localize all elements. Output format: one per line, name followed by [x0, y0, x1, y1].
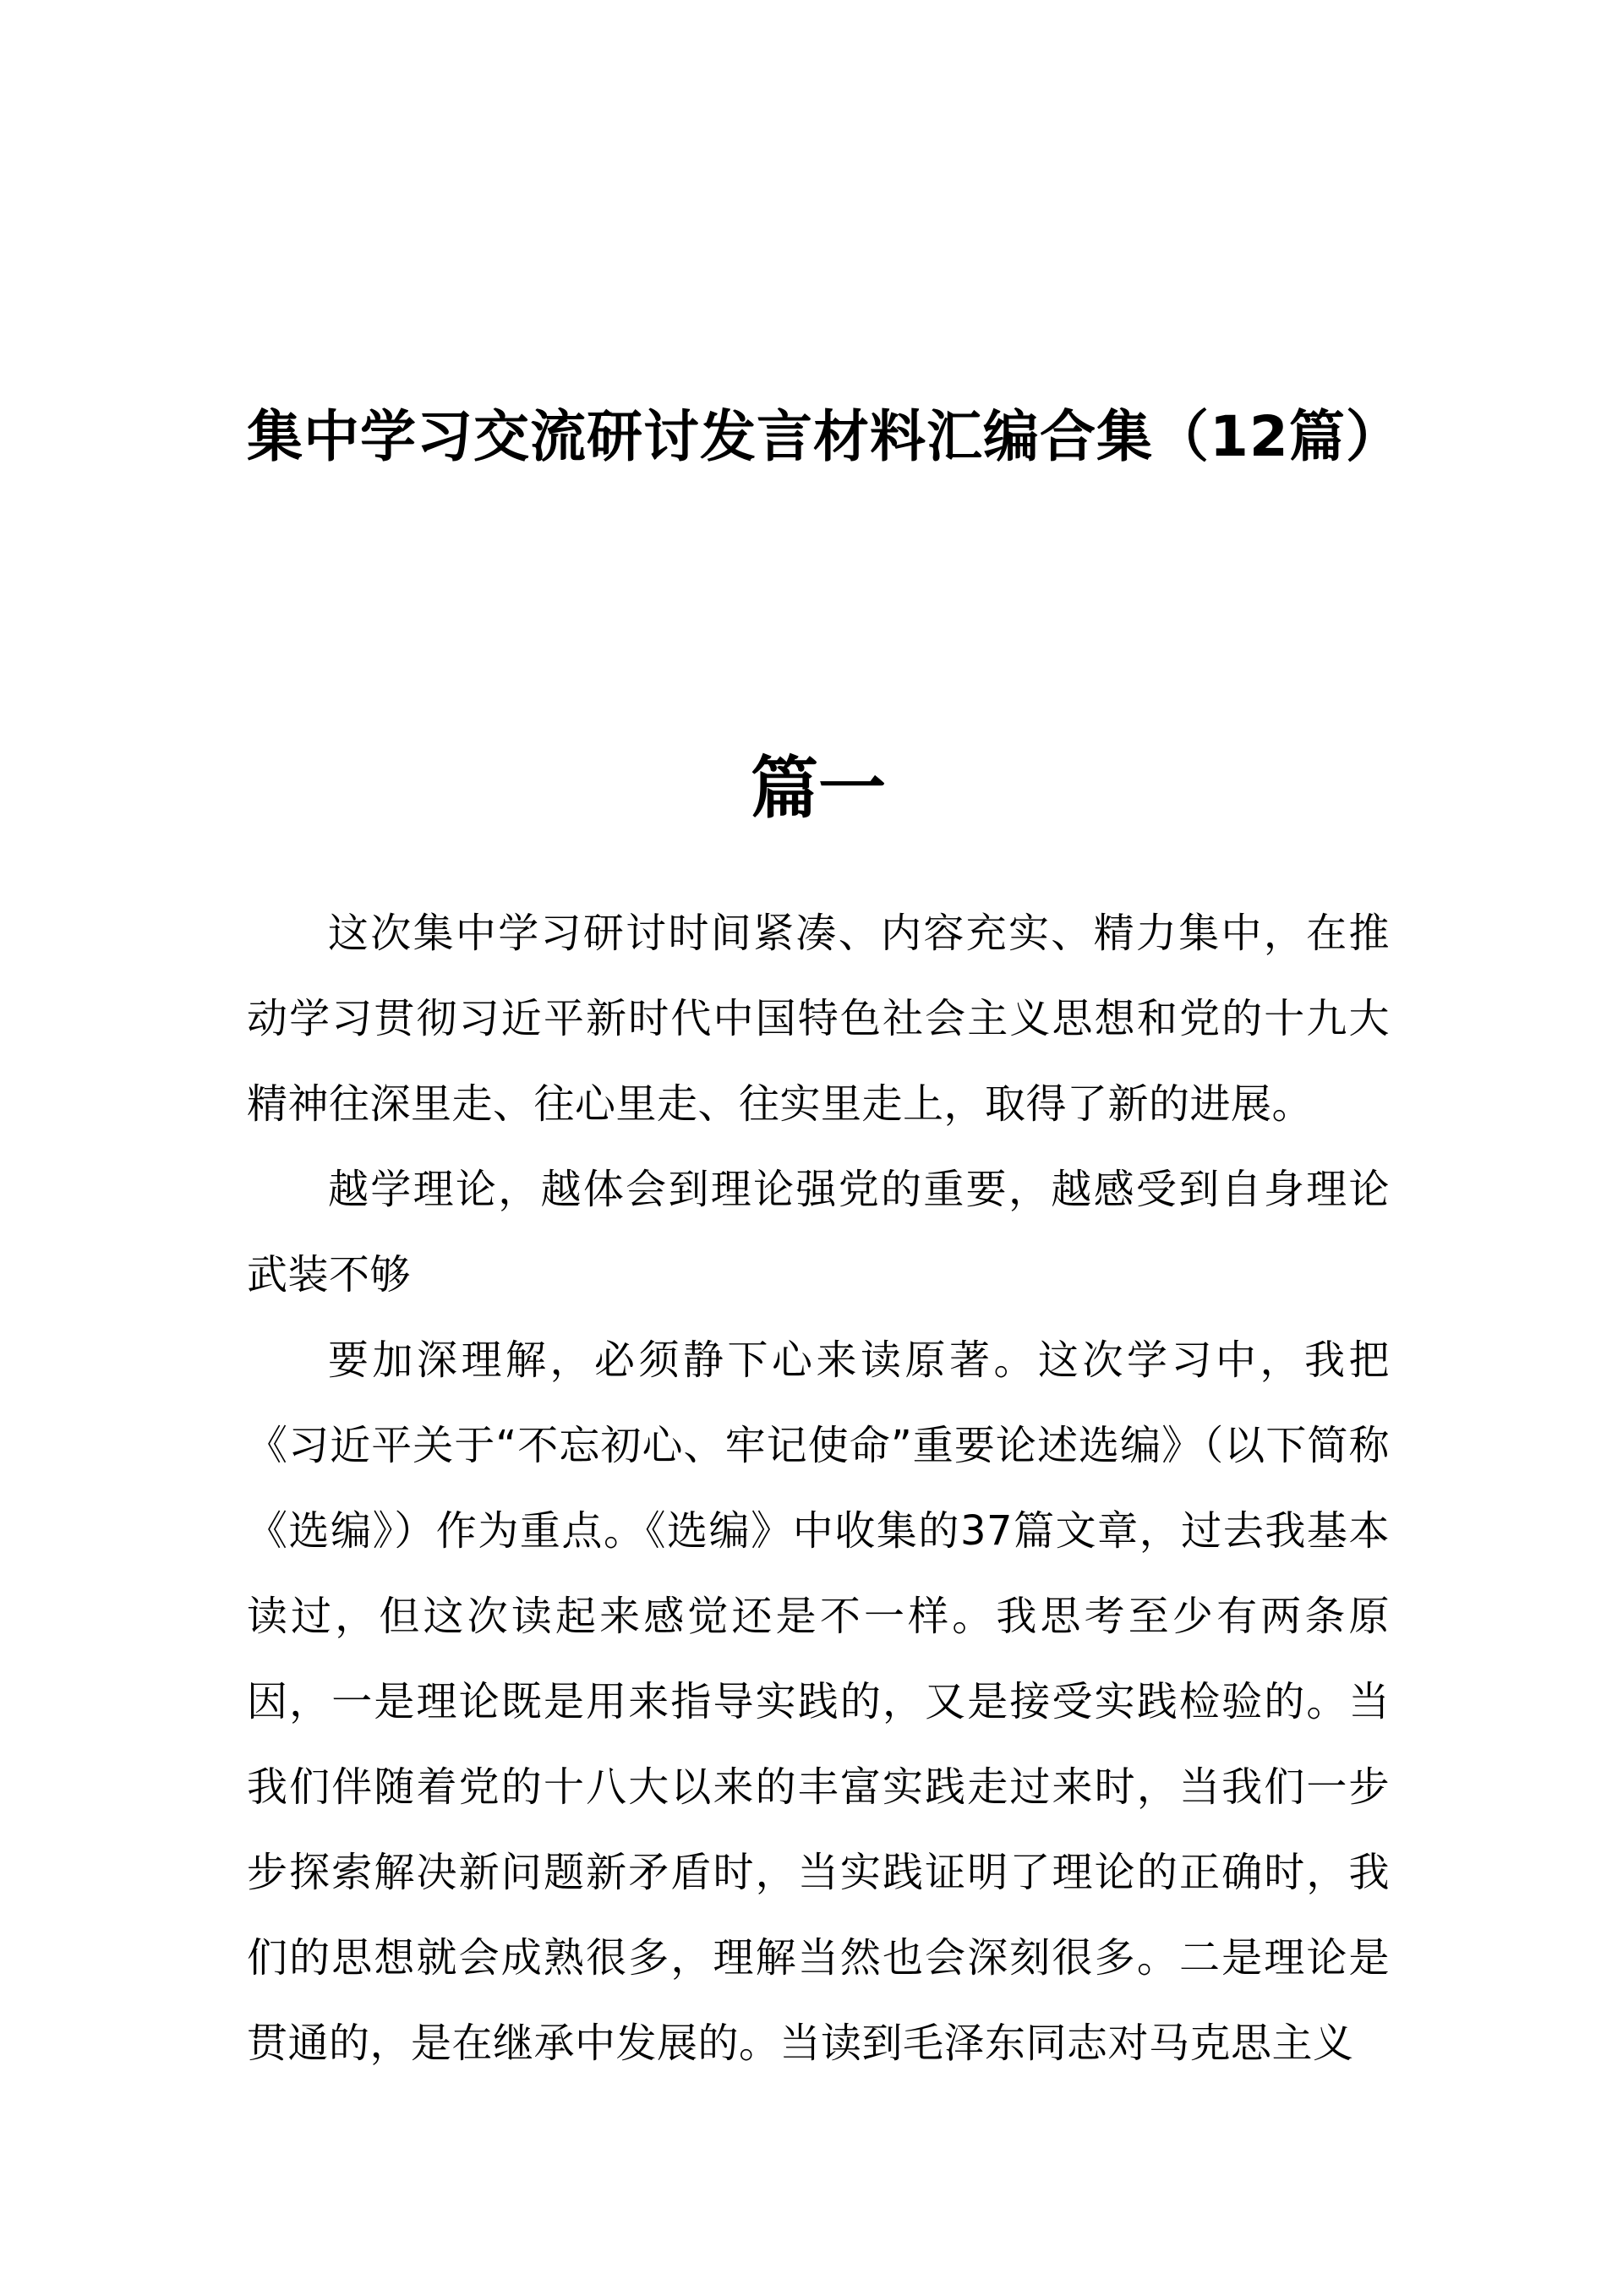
document-body: [247, 891, 1390, 2086]
body-paragraph: 这次集中学习研讨时间紧凑、内容充实、精力集中，在推动学习贯彻习近平新时代中国特色社会主义思想和党的十九大精神往深里走、往心里走、往实里走上，取得了新的进展。: [247, 910, 1390, 1128]
section-heading: 篇一: [751, 749, 886, 828]
document-title: 集中学习交流研讨发言材料汇编合集（12篇）: [247, 404, 1402, 469]
body-paragraph: 要加深理解，必须静下心来读原著。这次学习中，我把《习近平关于“不忘初心、牢记使命”重要论述选编》（以下简称《选编》）作为重点。《选编》中收集的37篇文章，过去我基本读过，但这次读起来感觉还是不一样。我思考至少有两条原因，一是理论既是用来指导实践的，又是接受实践检验的。当我们伴随着党的十八大以来的丰富实践走过来时，当我们一步步探索解决新问题新矛盾时，当实践证明了理论的正确时，我们的思想就会成熟很多，理解当然也会深刻很多。二是理论是贯通的，是在继承中发展的。当读到毛泽东同志对马克思主义: [247, 1337, 1390, 2067]
body-paragraph: 越学理论，越体会到理论强党的重要，越感受到自身理论武装不够: [247, 1166, 1390, 1298]
